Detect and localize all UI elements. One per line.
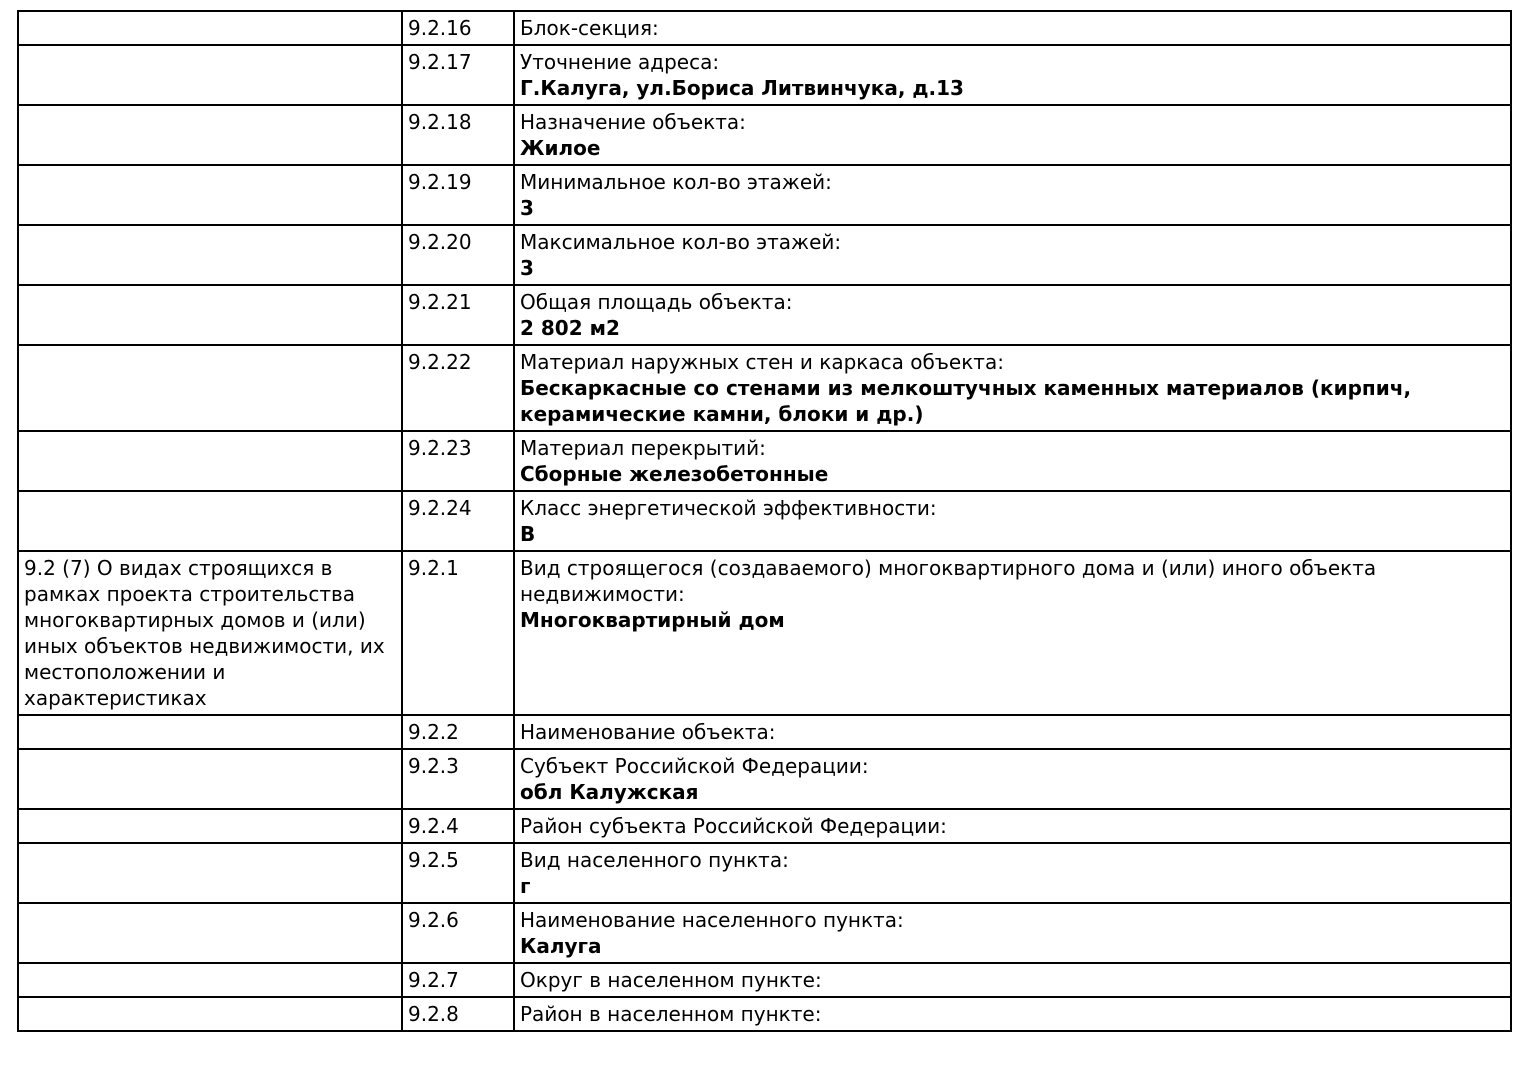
code-cell: 9.2.7 [402, 963, 514, 997]
content-cell [514, 749, 1511, 809]
field-value: Сборные железобетонные [520, 462, 829, 486]
table-row [18, 165, 1511, 225]
field-label: Район в населенном пункте: [520, 1002, 822, 1026]
code-cell: 9.2.19 [402, 165, 514, 225]
section-cell [18, 809, 402, 843]
table-row [18, 105, 1511, 165]
content-cell [514, 997, 1511, 1031]
field-value: Жилое [520, 136, 601, 160]
content-cell [514, 285, 1511, 345]
code-cell: 9.2.17 [402, 45, 514, 105]
field-label: Наименование населенного пункта: [520, 908, 904, 932]
table-row [18, 997, 1511, 1031]
code-cell: 9.2.3 [402, 749, 514, 809]
code-cell: 9.2.1 [402, 551, 514, 715]
content-cell [514, 45, 1511, 105]
code-cell: 9.2.18 [402, 105, 514, 165]
field-label: Назначение объекта: [520, 110, 746, 134]
field-label: Вид строящегося (создаваемого) многоквартирного дома и (или) иного объекта недвижимости: [520, 556, 1377, 606]
code-cell: 9.2.8 [402, 997, 514, 1031]
field-value: обл Калужская [520, 780, 699, 804]
table-row [18, 551, 1511, 715]
field-label: Минимальное кол-во этажей: [520, 170, 832, 194]
table-row [18, 285, 1511, 345]
section-cell [18, 963, 402, 997]
field-value: 3 [520, 256, 534, 280]
field-label: Уточнение адреса: [520, 50, 720, 74]
table-row [18, 749, 1511, 809]
table-row [18, 45, 1511, 105]
section-cell: 9.2 (7) О видах строящихся в рамках проекта строительства многоквартирных домов и (или) иных объектов недвижимости, их местоположении и характеристиках [18, 551, 402, 715]
section-cell [18, 431, 402, 491]
section-cell [18, 225, 402, 285]
section-cell [18, 11, 402, 45]
field-value: 2 802 м2 [520, 316, 620, 340]
content-cell [514, 903, 1511, 963]
content-cell [514, 225, 1511, 285]
section-cell [18, 491, 402, 551]
code-cell: 9.2.24 [402, 491, 514, 551]
section-cell [18, 105, 402, 165]
section-cell [18, 45, 402, 105]
field-label: Максимальное кол-во этажей: [520, 230, 842, 254]
table-row [18, 809, 1511, 843]
field-value: 3 [520, 196, 534, 220]
code-cell: 9.2.22 [402, 345, 514, 431]
content-cell [514, 843, 1511, 903]
field-label: Класс энергетической эффективности: [520, 496, 937, 520]
code-cell: 9.2.20 [402, 225, 514, 285]
table-row [18, 225, 1511, 285]
table-row [18, 11, 1511, 45]
table-row [18, 963, 1511, 997]
content-cell [514, 431, 1511, 491]
field-value: Г.Калуга, ул.Бориса Литвинчука, д.13 [520, 76, 964, 100]
table-row [18, 345, 1511, 431]
content-cell [514, 809, 1511, 843]
table-row [18, 715, 1511, 749]
content-cell [514, 165, 1511, 225]
content-cell [514, 715, 1511, 749]
section-cell [18, 165, 402, 225]
code-cell: 9.2.6 [402, 903, 514, 963]
field-value: Многоквартирный дом [520, 608, 785, 632]
code-cell: 9.2.5 [402, 843, 514, 903]
section-cell [18, 843, 402, 903]
section-cell [18, 285, 402, 345]
code-cell: 9.2.23 [402, 431, 514, 491]
code-cell: 9.2.2 [402, 715, 514, 749]
field-label: Материал перекрытий: [520, 436, 766, 460]
field-label: Субъект Российской Федерации: [520, 754, 869, 778]
field-label: Наименование объекта: [520, 720, 776, 744]
declaration-table [17, 10, 1512, 1032]
code-cell: 9.2.21 [402, 285, 514, 345]
content-cell [514, 491, 1511, 551]
field-value: г [520, 874, 531, 898]
table-row [18, 843, 1511, 903]
table-row [18, 903, 1511, 963]
content-cell [514, 11, 1511, 45]
code-cell: 9.2.4 [402, 809, 514, 843]
table-row [18, 491, 1511, 551]
field-value: Бескаркасные со стенами из мелкоштучных каменных материалов (кирпич, керамические камни, блоки и др.) [520, 376, 1412, 426]
table-row [18, 431, 1511, 491]
content-cell [514, 551, 1511, 715]
section-cell [18, 345, 402, 431]
content-cell [514, 105, 1511, 165]
field-label: Район субъекта Российской Федерации: [520, 814, 947, 838]
table-body [18, 11, 1511, 1031]
content-cell [514, 963, 1511, 997]
section-cell [18, 997, 402, 1031]
field-label: Вид населенного пункта: [520, 848, 789, 872]
field-label: Округ в населенном пункте: [520, 968, 822, 992]
field-value: Калуга [520, 934, 602, 958]
section-cell [18, 715, 402, 749]
field-label: Блок-секция: [520, 16, 659, 40]
content-cell [514, 345, 1511, 431]
field-label: Общая площадь объекта: [520, 290, 793, 314]
code-cell: 9.2.16 [402, 11, 514, 45]
section-cell [18, 903, 402, 963]
field-value: В [520, 522, 536, 546]
field-label: Материал наружных стен и каркаса объекта: [520, 350, 1004, 374]
section-cell [18, 749, 402, 809]
